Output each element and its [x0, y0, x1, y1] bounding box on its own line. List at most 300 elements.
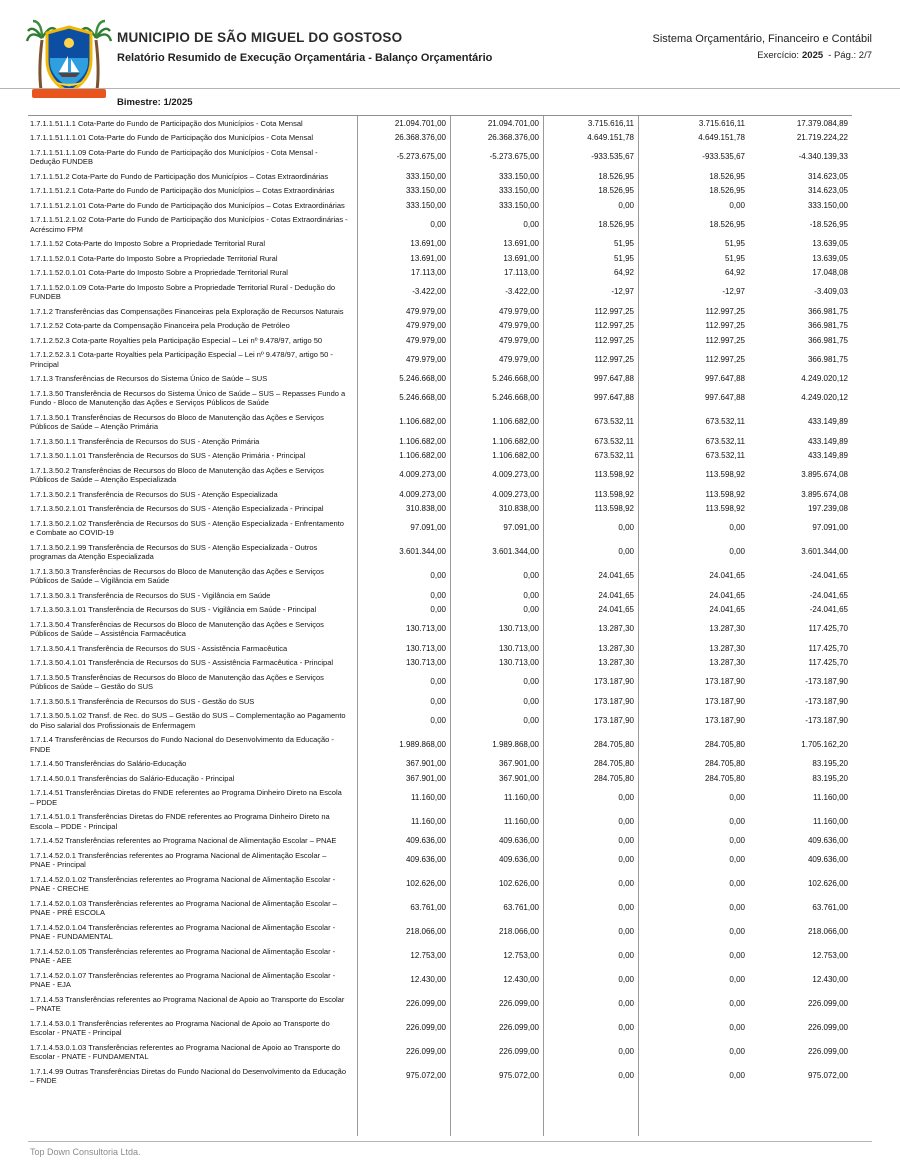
- row-value-1: 310.838,00: [405, 504, 446, 513]
- row-value-2: 1.106.682,00: [492, 451, 539, 460]
- table-row: [28, 968, 852, 992]
- table-row: [28, 872, 852, 896]
- row-value-3: 0,00: [618, 951, 634, 961]
- table-row: [28, 834, 852, 849]
- row-value-5: 218.066,00: [807, 927, 848, 937]
- row-value-5: 1.705.162,20: [801, 739, 848, 749]
- row-value-3: 284.705,80: [593, 759, 634, 768]
- row-description: 1.7.1.1.51.2.1 Cota-Parte do Fundo de Participação dos Municípios – Cotas Extraordinárias: [30, 186, 335, 195]
- row-value-4: 51,95: [724, 253, 745, 263]
- report-title: Relatório Resumido de Execução Orçamentária - Balanço Orçamentário: [117, 52, 493, 64]
- row-value-2: 97.091,00: [503, 523, 539, 533]
- row-value-3: 0,00: [618, 816, 634, 826]
- row-description: 1.7.1.3.50.4.1.01 Transferência de Recursos do SUS - Assistência Farmacêutica - Principal: [30, 658, 334, 667]
- row-value-5: 117.425,70: [808, 643, 848, 653]
- row-value-4: 112.997,25: [705, 306, 745, 316]
- row-description: 1.7.1.3 Transferências de Recursos do Sistema Único de Saúde – SUS: [30, 374, 268, 383]
- row-value-5: -3.409,03: [814, 287, 848, 297]
- row-description: 1.7.1.1.51.1.1 Cota-Parte do Fundo de Participação dos Municípios - Cota Mensal: [30, 118, 303, 128]
- header-right-block: [653, 33, 872, 61]
- row-value-3: -933.535,67: [591, 152, 634, 162]
- row-value-4: 112.997,25: [705, 321, 745, 330]
- row-value-4: 13.287,30: [709, 658, 745, 667]
- row-description: 1.7.1.4.52 Transferências referentes ao Programa Nacional de Alimentação Escolar – PNAE: [30, 836, 337, 845]
- row-value-2: 1.106.682,00: [492, 417, 539, 427]
- row-value-2: 975.072,00: [498, 1071, 539, 1081]
- row-value-5: -24.041,65: [809, 571, 848, 581]
- row-value-2: 226.099,00: [498, 1047, 539, 1057]
- row-value-2: 333.150,00: [498, 186, 539, 195]
- row-value-4: 13.287,30: [709, 643, 745, 653]
- row-description: 1.7.1.1.51.2.1.02 Cota-Parte do Fundo de Participação dos Municípios - Cotas Extraordinárias - Acréscimo FPM: [30, 215, 348, 234]
- row-value-5: 11.160,00: [813, 792, 848, 802]
- table-row: [28, 709, 852, 733]
- row-value-2: 0,00: [523, 605, 539, 614]
- row-value-3: 173.187,90: [593, 677, 634, 687]
- row-value-1: 0,00: [430, 605, 446, 614]
- row-value-1: 479.979,00: [405, 335, 446, 345]
- row-value-2: 3.601.344,00: [492, 547, 539, 557]
- exercise-page-line: [653, 50, 872, 61]
- row-value-5: 63.761,00: [812, 903, 848, 913]
- row-value-4: 13.287,30: [709, 624, 745, 634]
- row-value-5: 102.626,00: [807, 879, 848, 889]
- table-row: [28, 617, 852, 641]
- row-value-5: 226.099,00: [807, 999, 848, 1009]
- row-value-1: 130.713,00: [405, 658, 446, 667]
- row-value-5: 366.981,75: [807, 354, 848, 364]
- row-description: 1.7.1.3.50.5 Transferências de Recursos do Bloco de Manutenção das Ações e Serviços Públicos de Saúde – Gestão do SUS: [30, 672, 324, 691]
- table-row: [28, 386, 852, 410]
- row-value-2: 63.761,00: [503, 903, 539, 913]
- row-value-2: -5.273.675,00: [489, 152, 539, 162]
- row-value-4: 0,00: [729, 999, 745, 1009]
- row-value-4: 0,00: [729, 927, 745, 937]
- row-description: 1.7.1.3.50.2.1.99 Transferência de Recursos do SUS - Atenção Especializada - Outros programas da Atenção Especializada: [30, 542, 318, 561]
- row-value-5: 21.719.224,22: [796, 133, 848, 142]
- row-description: 1.7.1.4 Transferências de Recursos do Fundo Nacional do Desenvolvimento da Educação -FNDE: [30, 735, 334, 754]
- row-description: 1.7.1.3.50.4.1 Transferência de Recursos do SUS - Assistência Farmacêutica: [30, 643, 288, 653]
- table-row: [28, 184, 852, 199]
- row-value-4: 284.705,80: [704, 739, 745, 749]
- row-value-5: 226.099,00: [807, 1047, 848, 1057]
- row-value-1: 975.072,00: [405, 1071, 446, 1081]
- table-row: [28, 280, 852, 304]
- row-value-5: 409.636,00: [807, 855, 848, 865]
- row-value-4: 0,00: [729, 836, 745, 845]
- row-description: 1.7.1.1.51.1.1.09 Cota-Parte do Fundo de Participação dos Municípios - Cota Mensal - Dedução FUNDEB: [30, 147, 318, 166]
- table-row: [28, 1016, 852, 1040]
- row-value-3: 24.041,65: [598, 605, 634, 614]
- table-row: [28, 896, 852, 920]
- row-value-5: 83.195,20: [812, 759, 848, 768]
- table-row: [28, 372, 852, 387]
- table-row: [28, 1040, 852, 1064]
- row-description: 1.7.1.1.52.0.1.01 Cota-Parte do Imposto Sobre a Propriedade Territorial Rural: [30, 268, 288, 277]
- row-value-1: 479.979,00: [405, 306, 446, 316]
- row-value-1: 479.979,00: [405, 354, 446, 364]
- row-description: 1.7.1.4.52.0.1.07 Transferências referentes ao Programa Nacional de Alimentação Escolar - PNAE - EJA: [30, 970, 336, 989]
- row-value-1: 0,00: [430, 677, 446, 687]
- row-description: 1.7.1.1.51.2 Cota-Parte do Fundo de Participação dos Municípios – Cotas Extraordinárias: [30, 171, 329, 181]
- row-value-3: 112.997,25: [594, 321, 634, 330]
- row-description: 1.7.1.2.52 Cota-parte da Compensação Financeira pela Produção de Petróleo: [30, 321, 290, 330]
- row-value-3: 997.647,88: [593, 374, 634, 383]
- budget-balance-table: [28, 115, 852, 1136]
- row-value-5: 409.636,00: [807, 836, 848, 845]
- row-value-5: -18.526,95: [809, 219, 848, 229]
- header-title-block: [117, 30, 492, 64]
- row-value-5: 12.430,00: [812, 975, 848, 985]
- row-value-4: 0,00: [729, 975, 745, 985]
- row-value-3: 24.041,65: [598, 590, 634, 600]
- row-value-5: 11.160,00: [813, 816, 848, 826]
- row-value-2: 13.691,00: [503, 253, 539, 263]
- row-value-1: 333.150,00: [405, 171, 446, 181]
- row-value-2: 130.713,00: [498, 624, 539, 634]
- row-value-3: 13.287,30: [598, 624, 634, 634]
- row-value-3: 18.526,95: [598, 186, 634, 195]
- row-description: 1.7.1.1.51.2.1.01 Cota-Parte do Fundo de Participação dos Municípios – Cotas Extraordinárias: [30, 200, 345, 210]
- row-value-2: 333.150,00: [498, 171, 539, 181]
- row-value-1: 226.099,00: [405, 999, 446, 1009]
- row-value-5: 97.091,00: [812, 523, 848, 533]
- row-value-2: 5.246.668,00: [492, 393, 539, 403]
- row-value-1: 367.901,00: [405, 773, 446, 783]
- row-value-2: -3.422,00: [505, 287, 539, 297]
- row-description: 1.7.1.4.51.0.1 Transferências Diretas do FNDE referentes ao Programa Dinheiro Direto na Escola – PDDE - Principal: [30, 812, 330, 831]
- row-description: 1.7.1.4.53.0.1 Transferências referentes ao Programa Nacional de Apoio ao Transporte do Escolar - PNATE - Principal: [30, 1018, 330, 1037]
- row-value-5: 197.239,08: [807, 504, 848, 513]
- row-description: 1.7.1.3.50.5.1 Transferência de Recursos do SUS - Gestão do SUS: [30, 696, 255, 706]
- row-value-5: 433.149,89: [807, 436, 848, 446]
- row-value-2: 0,00: [523, 219, 539, 229]
- row-value-3: 0,00: [618, 523, 634, 533]
- table-row: [28, 694, 852, 709]
- row-value-2: 130.713,00: [498, 658, 539, 667]
- row-description: 1.7.1.4.52.0.1.05 Transferências referentes ao Programa Nacional de Alimentação Escolar - PNAE - AEE: [30, 946, 336, 965]
- row-value-5: 975.072,00: [807, 1071, 848, 1081]
- row-value-2: 1.106.682,00: [492, 436, 539, 446]
- row-description: 1.7.1.3.50.3.1.01 Transferência de Recursos do SUS - Vigilância em Saúde - Principal: [30, 605, 317, 614]
- row-value-5: 433.149,89: [807, 451, 848, 460]
- header-divider: [0, 88, 900, 89]
- row-value-1: 1.989.868,00: [399, 739, 446, 749]
- row-value-4: 0,00: [729, 792, 745, 802]
- row-value-2: 5.246.668,00: [492, 374, 539, 383]
- row-value-5: 13.639,05: [812, 253, 848, 263]
- row-value-3: 673.532,11: [594, 417, 634, 427]
- row-value-1: 13.691,00: [410, 253, 446, 263]
- row-value-2: 0,00: [523, 715, 539, 725]
- row-value-3: 3.715.616,11: [587, 118, 634, 128]
- row-value-2: 130.713,00: [498, 643, 539, 653]
- system-name: Sistema Orçamentário, Financeiro e Contábil: [652, 33, 872, 45]
- row-value-5: 3.601.344,00: [801, 547, 848, 557]
- row-value-3: 0,00: [618, 1071, 634, 1081]
- row-value-4: 0,00: [729, 855, 745, 865]
- row-value-3: 51,95: [613, 253, 634, 263]
- table-row: [28, 251, 852, 266]
- row-value-1: 11.160,00: [411, 816, 446, 826]
- table-row: [28, 463, 852, 487]
- row-value-3: 284.705,80: [593, 739, 634, 749]
- row-value-3: -12,97: [611, 287, 634, 297]
- bimester-label: Bimestre: 1/2025: [117, 97, 193, 108]
- row-value-5: 366.981,75: [807, 335, 848, 345]
- row-value-5: -173.187,90: [805, 715, 848, 725]
- row-value-5: 13.639,05: [812, 239, 848, 248]
- row-value-2: 0,00: [523, 696, 539, 706]
- table-row: [28, 656, 852, 671]
- row-value-4: 3.715.616,11: [698, 118, 745, 128]
- table-row: [28, 588, 852, 603]
- row-description: 1.7.1.3.50.3 Transferências de Recursos do Bloco de Manutenção das Ações e Serviços Públicos de Saúde – Vigilância em Saúde: [30, 566, 324, 585]
- row-value-1: 226.099,00: [405, 1047, 446, 1057]
- row-value-1: 4.009.273,00: [399, 489, 446, 499]
- row-value-5: 3.895.674,08: [801, 489, 848, 499]
- row-value-4: 113.598,92: [705, 470, 745, 480]
- table-row: [28, 502, 852, 517]
- row-value-5: 12.753,00: [812, 951, 848, 961]
- row-value-2: 409.636,00: [498, 836, 539, 845]
- row-value-3: 673.532,11: [594, 451, 634, 460]
- table-row: [28, 1064, 852, 1088]
- table-row: [28, 564, 852, 588]
- row-value-3: 997.647,88: [593, 393, 634, 403]
- row-value-3: 4.649.151,78: [587, 133, 634, 142]
- table-row: [28, 410, 852, 434]
- row-value-3: 0,00: [618, 200, 634, 210]
- row-value-3: 64,92: [613, 268, 634, 277]
- row-value-4: 673.532,11: [705, 417, 745, 427]
- row-value-5: 314.623,05: [807, 171, 848, 181]
- row-value-3: 0,00: [618, 836, 634, 845]
- row-value-2: 4.009.273,00: [492, 470, 539, 480]
- table-row: [28, 944, 852, 968]
- row-value-2: 12.753,00: [503, 951, 539, 961]
- table-row: [28, 131, 852, 146]
- row-description: 1.7.1.4.53 Transferências referentes ao Programa Nacional de Apoio ao Transporte do Escolar – PNATE: [30, 994, 345, 1013]
- report-footer: [28, 1141, 872, 1157]
- row-value-3: 13.287,30: [598, 643, 634, 653]
- row-value-3: 173.187,90: [593, 715, 634, 725]
- row-value-2: 12.430,00: [503, 975, 539, 985]
- row-value-1: -5.273.675,00: [396, 152, 446, 162]
- table-row: [28, 487, 852, 502]
- row-value-4: 284.705,80: [704, 759, 745, 768]
- row-value-3: 0,00: [618, 547, 634, 557]
- row-value-4: 0,00: [729, 879, 745, 889]
- row-value-1: 0,00: [430, 715, 446, 725]
- row-value-2: 0,00: [523, 677, 539, 687]
- table-row: [28, 145, 852, 169]
- row-value-5: -24.041,65: [809, 590, 848, 600]
- row-value-4: 112.997,25: [705, 354, 745, 364]
- row-value-1: 63.761,00: [410, 903, 446, 913]
- row-value-3: 112.997,25: [594, 306, 634, 316]
- table-row: [28, 603, 852, 618]
- page-number: - Pág.: 2/7: [828, 50, 872, 61]
- row-value-4: 18.526,95: [709, 219, 745, 229]
- table-row: [28, 319, 852, 334]
- row-value-5: -24.041,65: [809, 605, 848, 614]
- row-value-4: 0,00: [729, 951, 745, 961]
- table-row: [28, 516, 852, 540]
- row-value-2: 333.150,00: [498, 200, 539, 210]
- row-value-3: 112.997,25: [594, 354, 634, 364]
- row-value-2: 409.636,00: [498, 855, 539, 865]
- row-value-3: 0,00: [618, 975, 634, 985]
- row-description: 1.7.1.4.52.0.1 Transferências referentes ao Programa Nacional de Alimentação Escolar – PNAE - Principal: [30, 850, 327, 869]
- row-value-4: 0,00: [729, 547, 745, 557]
- table-row: [28, 213, 852, 237]
- row-value-4: 173.187,90: [704, 715, 745, 725]
- table-row: [28, 771, 852, 786]
- row-value-3: 284.705,80: [593, 773, 634, 783]
- row-value-2: 1.989.868,00: [492, 739, 539, 749]
- row-value-4: 24.041,65: [709, 605, 745, 614]
- row-value-2: 479.979,00: [498, 335, 539, 345]
- row-value-4: 18.526,95: [709, 186, 745, 195]
- row-value-4: -933.535,67: [702, 152, 745, 162]
- row-value-2: 310.838,00: [498, 504, 539, 513]
- row-value-3: 13.287,30: [598, 658, 634, 667]
- table-row: [28, 757, 852, 772]
- row-description: 1.7.1.3.50.1 Transferências de Recursos do Bloco de Manutenção das Ações e Serviços Públicos de Saúde – Atenção Primária: [30, 412, 324, 431]
- row-value-4: 113.598,92: [705, 489, 745, 499]
- row-value-1: 21.094.701,00: [394, 118, 446, 128]
- row-description: 1.7.1.4.52.0.1.04 Transferências referentes ao Programa Nacional de Alimentação Escolar - PNAE - FUNDAMENTAL: [30, 922, 336, 941]
- row-value-2: 479.979,00: [498, 321, 539, 330]
- row-description: 1.7.1.3.50.2.1.02 Transferência de Recursos do SUS - Atenção Especializada - Enfrentamento e Combate ao COVID-19: [30, 518, 344, 537]
- row-value-3: 0,00: [618, 927, 634, 937]
- exercise-year: 2025: [802, 50, 824, 61]
- table-row: [28, 920, 852, 944]
- row-value-4: 673.532,11: [705, 436, 745, 446]
- row-value-5: 366.981,75: [807, 321, 848, 330]
- row-value-5: 4.249.020,12: [801, 374, 848, 383]
- row-value-5: 17.048,08: [812, 268, 848, 277]
- row-value-4: 0,00: [729, 1071, 745, 1081]
- row-value-1: 12.753,00: [410, 951, 446, 961]
- row-value-1: 333.150,00: [405, 186, 446, 195]
- row-value-1: 0,00: [430, 696, 446, 706]
- row-value-3: 0,00: [618, 879, 634, 889]
- table-row: [28, 116, 852, 131]
- row-value-1: 367.901,00: [405, 759, 446, 768]
- row-value-1: 409.636,00: [405, 855, 446, 865]
- row-value-4: 113.598,92: [705, 504, 745, 513]
- row-value-1: 3.601.344,00: [399, 547, 446, 557]
- row-value-1: 11.160,00: [411, 792, 446, 802]
- row-value-2: 102.626,00: [498, 879, 539, 889]
- row-value-5: 117.425,70: [808, 624, 848, 634]
- row-description: 1.7.1.4.99 Outras Transferências Diretas do Fundo Nacional do Desenvolvimento da Educação – FNDE: [30, 1066, 347, 1085]
- row-value-3: 113.598,92: [594, 504, 634, 513]
- table-row: [28, 266, 852, 281]
- row-value-2: 13.691,00: [503, 239, 539, 248]
- row-value-4: 112.997,25: [705, 335, 745, 345]
- row-value-4: -12,97: [722, 287, 745, 297]
- row-value-1: 333.150,00: [405, 200, 446, 210]
- row-value-5: 117.425,70: [808, 658, 848, 667]
- row-value-1: 0,00: [430, 571, 446, 581]
- row-value-1: 0,00: [430, 219, 446, 229]
- row-value-5: 433.149,89: [807, 417, 848, 427]
- row-value-3: 113.598,92: [594, 489, 634, 499]
- row-value-1: 102.626,00: [405, 879, 446, 889]
- row-value-1: 13.691,00: [410, 239, 446, 248]
- row-value-4: 0,00: [729, 816, 745, 826]
- row-value-5: 83.195,20: [812, 773, 848, 783]
- row-value-4: 51,95: [724, 239, 745, 248]
- table-row: [28, 670, 852, 694]
- row-value-4: 18.526,95: [709, 171, 745, 181]
- row-value-5: 314.623,05: [807, 186, 848, 195]
- row-value-4: 0,00: [729, 1023, 745, 1033]
- row-value-4: 0,00: [729, 523, 745, 533]
- footer-company: Top Down Consultoria Ltda.: [30, 1147, 141, 1157]
- row-value-1: 17.113,00: [411, 268, 446, 277]
- row-value-1: 130.713,00: [405, 643, 446, 653]
- table-row: [28, 237, 852, 252]
- table-row: [28, 641, 852, 656]
- row-value-1: 1.106.682,00: [399, 436, 446, 446]
- row-value-4: 173.187,90: [704, 677, 745, 687]
- row-value-1: 226.099,00: [405, 1023, 446, 1033]
- row-description: 1.7.1.2.52.3 Cota-parte Royalties pela Participação Especial – Lei nº 9.478/97, artigo 50: [30, 335, 323, 345]
- row-value-4: 64,92: [724, 268, 745, 277]
- row-value-2: 17.113,00: [504, 268, 539, 277]
- row-description: 1.7.1.1.51.1.1.01 Cota-Parte do Fundo de Participação dos Municípios - Cota Mensal: [30, 133, 314, 142]
- row-value-1: 130.713,00: [405, 624, 446, 634]
- row-value-5: 4.249.020,12: [801, 393, 848, 403]
- row-value-5: 226.099,00: [807, 1023, 848, 1033]
- row-value-3: 0,00: [618, 903, 634, 913]
- row-value-2: 226.099,00: [498, 999, 539, 1009]
- row-value-5: -173.187,90: [805, 696, 848, 706]
- row-value-1: 1.106.682,00: [399, 451, 446, 460]
- row-value-3: 0,00: [618, 1047, 634, 1057]
- row-description: 1.7.1.3.50.2 Transferências de Recursos do Bloco de Manutenção das Ações e Serviços Públicos de Saúde – Atenção Especializada: [30, 465, 324, 484]
- table-row: [28, 733, 852, 757]
- row-value-4: 24.041,65: [709, 571, 745, 581]
- row-value-1: 12.430,00: [410, 975, 446, 985]
- table-row: [28, 198, 852, 213]
- row-description: 1.7.1.4.53.0.1.03 Transferências referentes ao Programa Nacional de Apoio ao Transporte do Escolar - PNATE - FUNDAMENTAL: [30, 1042, 341, 1061]
- row-value-3: 0,00: [618, 1023, 634, 1033]
- row-value-3: 24.041,65: [598, 571, 634, 581]
- row-value-1: 218.066,00: [405, 927, 446, 937]
- row-value-4: 4.649.151,78: [698, 133, 745, 142]
- row-value-2: 11.160,00: [504, 792, 539, 802]
- row-value-3: 112.997,25: [594, 335, 634, 345]
- table-row: [28, 434, 852, 449]
- row-value-1: 26.368.376,00: [394, 133, 446, 142]
- row-value-2: 479.979,00: [498, 306, 539, 316]
- row-description: 1.7.1.2 Transferências das Compensações Financeiras pela Exploração de Recursos Naturais: [30, 306, 344, 316]
- row-value-5: 366.981,75: [807, 306, 848, 316]
- row-description: 1.7.1.3.50.5.1.02 Transf. de Rec. do SUS – Gestão do SUS – Complementação ao Pagamento do Piso salarial dos Profissionais de Enfermagem: [30, 711, 346, 730]
- row-value-4: 0,00: [729, 200, 745, 210]
- row-value-3: 0,00: [618, 855, 634, 865]
- row-value-3: 673.532,11: [594, 436, 634, 446]
- row-value-4: 24.041,65: [709, 590, 745, 600]
- row-value-4: 284.705,80: [704, 773, 745, 783]
- row-description: 1.7.1.4.50 Transferências do Salário-Educação: [30, 759, 187, 768]
- row-value-5: 17.379.084,89: [796, 118, 848, 128]
